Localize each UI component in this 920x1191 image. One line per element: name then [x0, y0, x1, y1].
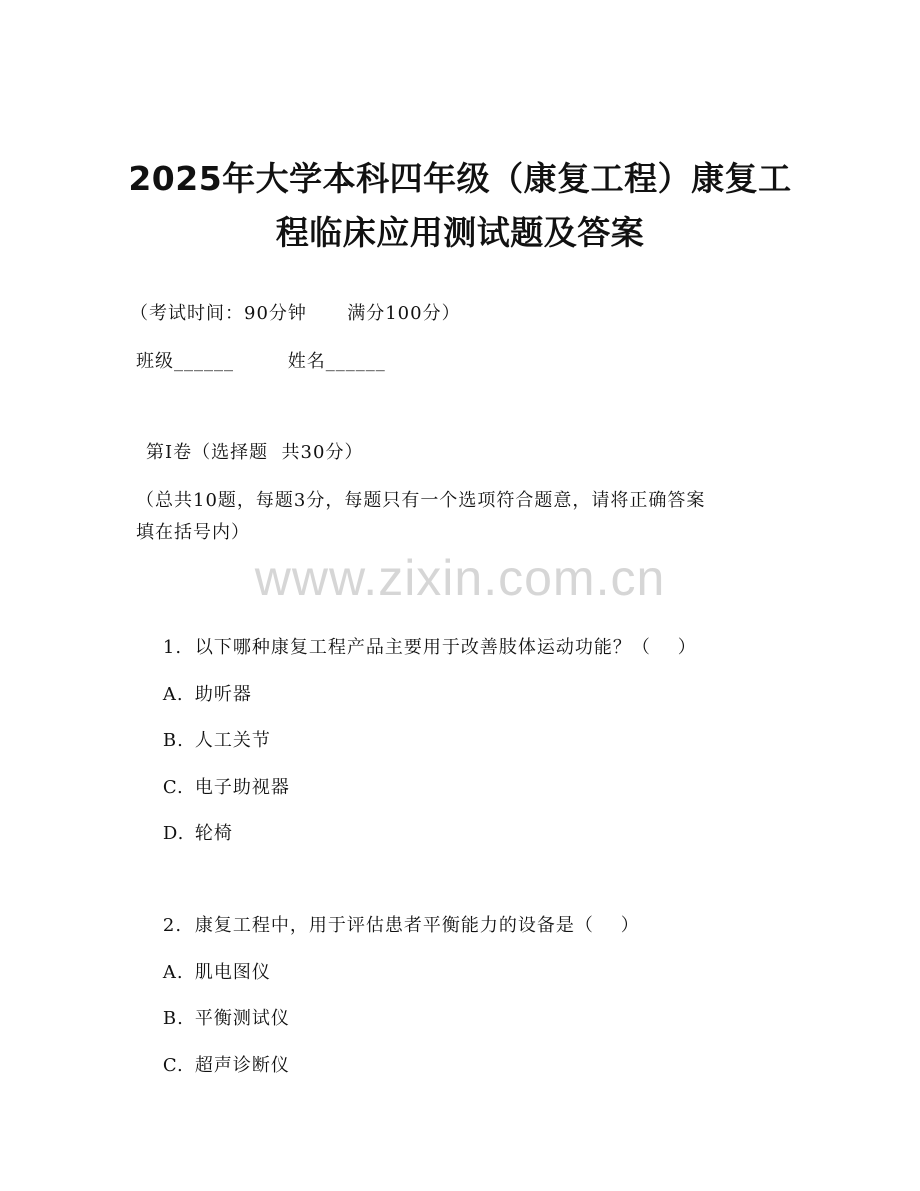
option-letter: B.: [162, 1008, 184, 1029]
document-title: [0, 152, 920, 260]
option-letter: B.: [162, 730, 184, 751]
question-number: 2.: [162, 915, 183, 936]
option-text: 平衡测试仪: [194, 1008, 290, 1029]
question-number: 1.: [162, 637, 183, 658]
question-1-option-d: [136, 798, 233, 870]
question-text: 以下哪种康复工程产品主要用于改善肢体运动功能？（ ）: [194, 637, 697, 658]
option-letter: C.: [162, 777, 184, 798]
title-line-2: 程临床应用测试题及答案: [275, 213, 645, 252]
instructions-line-1: （总共10题，每题3分，每题只有一个选项符合题意，请将正确答案: [136, 490, 706, 511]
option-letter: A.: [162, 962, 184, 983]
watermark: www.zixin.com.cn: [254, 550, 666, 606]
option-letter: D.: [162, 823, 185, 844]
exam-info: （考试时间：90分钟 满分100分）: [130, 303, 461, 324]
option-text: 人工关节: [194, 730, 271, 751]
option-letter: A.: [162, 684, 184, 705]
option-text: 肌电图仪: [194, 962, 271, 983]
option-text: 电子助视器: [194, 777, 290, 798]
section-header: 第I卷（选择题 共30分）: [146, 442, 364, 463]
question-2-option-c: [136, 1030, 290, 1102]
question-text: 康复工程中，用于评估患者平衡能力的设备是（ ）: [194, 915, 640, 936]
option-text: 轮椅: [194, 823, 233, 844]
option-text: 助听器: [194, 684, 252, 705]
title-line-1: 2025年大学本科四年级（康复工程）康复工: [128, 159, 792, 198]
class-name-line: 班级______ 姓名______: [136, 351, 386, 372]
instructions-line-2: 填在括号内）: [136, 522, 250, 543]
option-letter: C.: [162, 1055, 184, 1076]
option-text: 超声诊断仪: [194, 1055, 290, 1076]
